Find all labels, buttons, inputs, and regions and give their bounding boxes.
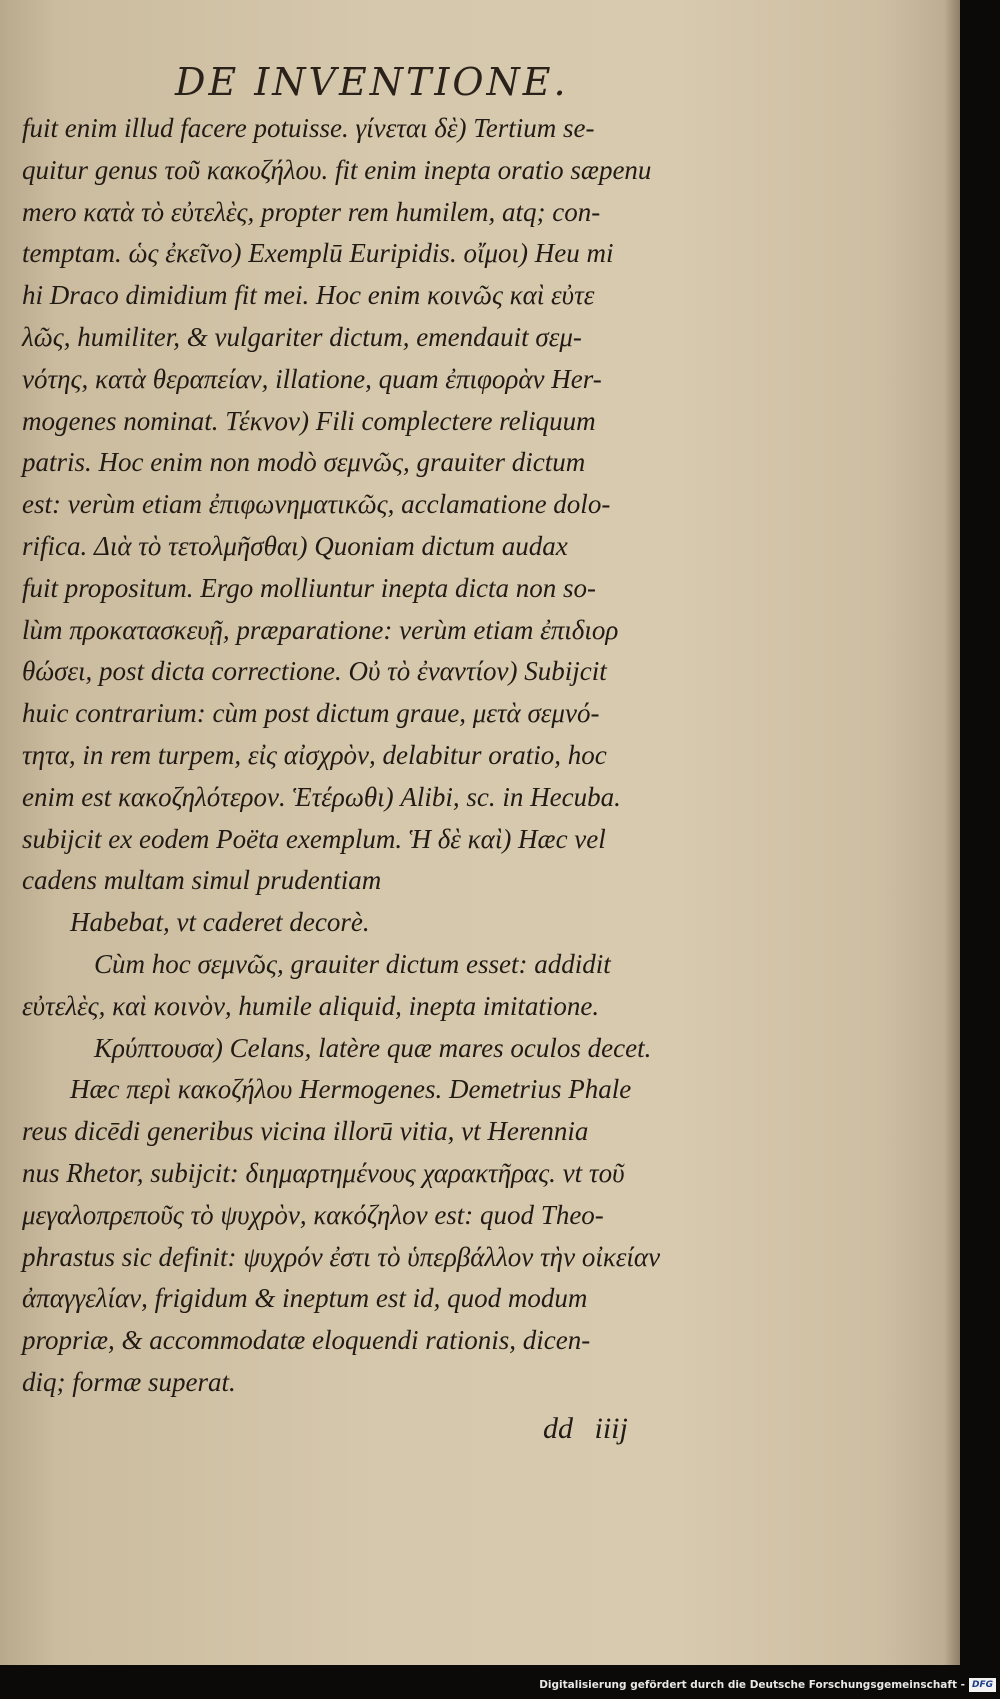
- text-line: τητα, in rem turpem, εἰς αἰσχρὸν, delabitur oratio, hoc: [22, 739, 607, 770]
- text-line: huic contrarium: cùm post dictum graue, μετὰ σεμνό-: [22, 698, 600, 729]
- text-line: propriæ, & accommodatæ eloquendi rationis, dicen-: [22, 1325, 591, 1356]
- text-line: est: verùm etiam ἐπιφωνηματικῶς, acclamatione dolo-: [22, 489, 611, 520]
- text-line: reus dicēdi generibus vicina illorū vitia, vt Herennia: [22, 1116, 589, 1147]
- text-line: diq; formæ superat.: [22, 1366, 236, 1397]
- text-line: Cùm hoc σεμνῶς, grauiter dictum esset: addidit: [94, 948, 611, 979]
- text-line: hi Draco dimidium fit mei. Hoc enim κοινῶς καὶ εὐτε: [22, 280, 595, 311]
- text-line: phrastus sic definit: ψυχρόν ἐστι τὸ ὑπερβάλλον τὴν οἰκείαν: [22, 1241, 661, 1272]
- text-line: rifica. Διὰ τὸ τετολμῆσθαι) Quoniam dictum audax: [22, 530, 568, 561]
- text-line: μεγαλοπρεποῦς τὸ ψυχρὸν, κακόζηλον est: quod Theo-: [22, 1199, 604, 1230]
- verse-line: Habebat, vt caderet decorè.: [70, 907, 370, 938]
- text-line: Κρύπτουσα) Celans, latère quæ mares oculos decet.: [94, 1032, 652, 1063]
- text-line: νότης, κατὰ θεραπείαν, illatione, quam ἐπιφορὰν Her-: [22, 363, 602, 394]
- text-line: λῶς, humiliter, & vulgariter dictum, emendauit σεμ-: [22, 321, 582, 352]
- text-line: enim est κακοζηλότερον. Ἑτέρωθι) Alibi, sc. in Hecuba.: [22, 781, 621, 812]
- text-line: patris. Hoc enim non modò σεμνῶς, grauiter dictum: [22, 447, 586, 478]
- text-line: lùm προκατασκευῇ, præparatione: verùm etiam ἐπιδιορ: [22, 614, 619, 645]
- running-head: DE INVENTIONE.: [175, 60, 569, 104]
- text-line: cadens multam simul prudentiam: [22, 865, 382, 896]
- digitization-footer: [0, 1670, 1000, 1699]
- body-text: [22, 108, 762, 1404]
- text-line: Hæc περὶ κακοζήλου Hermogenes. Demetrius Phale: [70, 1074, 632, 1105]
- text-line: ἀπαγγελίαν, frigidum & ineptum est id, quod modum: [22, 1283, 588, 1314]
- text-line: θώσει, post dicta correctione. Οὐ τὸ ἐναντίον) Subijcit: [22, 656, 607, 687]
- text-line: fuit propositum. Ergo molliuntur inepta dicta non so-: [22, 572, 597, 603]
- text-line: fuit enim illud facere potuisse. γίνεται δὲ) Tertium se-: [22, 113, 595, 143]
- text-line: temptam. ὡς ἐκεῖνο) Exemplū Euripidis. οἴμοι) Heu mi: [22, 238, 614, 269]
- signature-mark: dd iiij: [543, 1412, 628, 1445]
- dfg-logo-icon: DFG: [969, 1678, 996, 1692]
- text-line: nus Rhetor, subijcit: διημαρτημένους χαρακτῆρας. vt τοῦ: [22, 1157, 625, 1188]
- text-line: εὐτελὲς, καὶ κοινὸν, humile aliquid, inepta imitatione.: [22, 990, 600, 1021]
- text-line: mero κατὰ τὸ εὐτελὲς, propter rem humilem, atq; con-: [22, 196, 601, 227]
- text-line: subijcit ex eodem Poëta exemplum. Ἡ δὲ καὶ) Hæc vel: [22, 823, 606, 854]
- text-line: mogenes nominat. Τέκνον) Fili complectere reliquum: [22, 405, 596, 436]
- text-line: quitur genus τοῦ κακοζήλου. fit enim inepta oratio sæpenu: [22, 154, 652, 185]
- footer-credit: Digitalisierung gefördert durch die Deutsche Forschungsgemeinschaft -: [539, 1678, 965, 1691]
